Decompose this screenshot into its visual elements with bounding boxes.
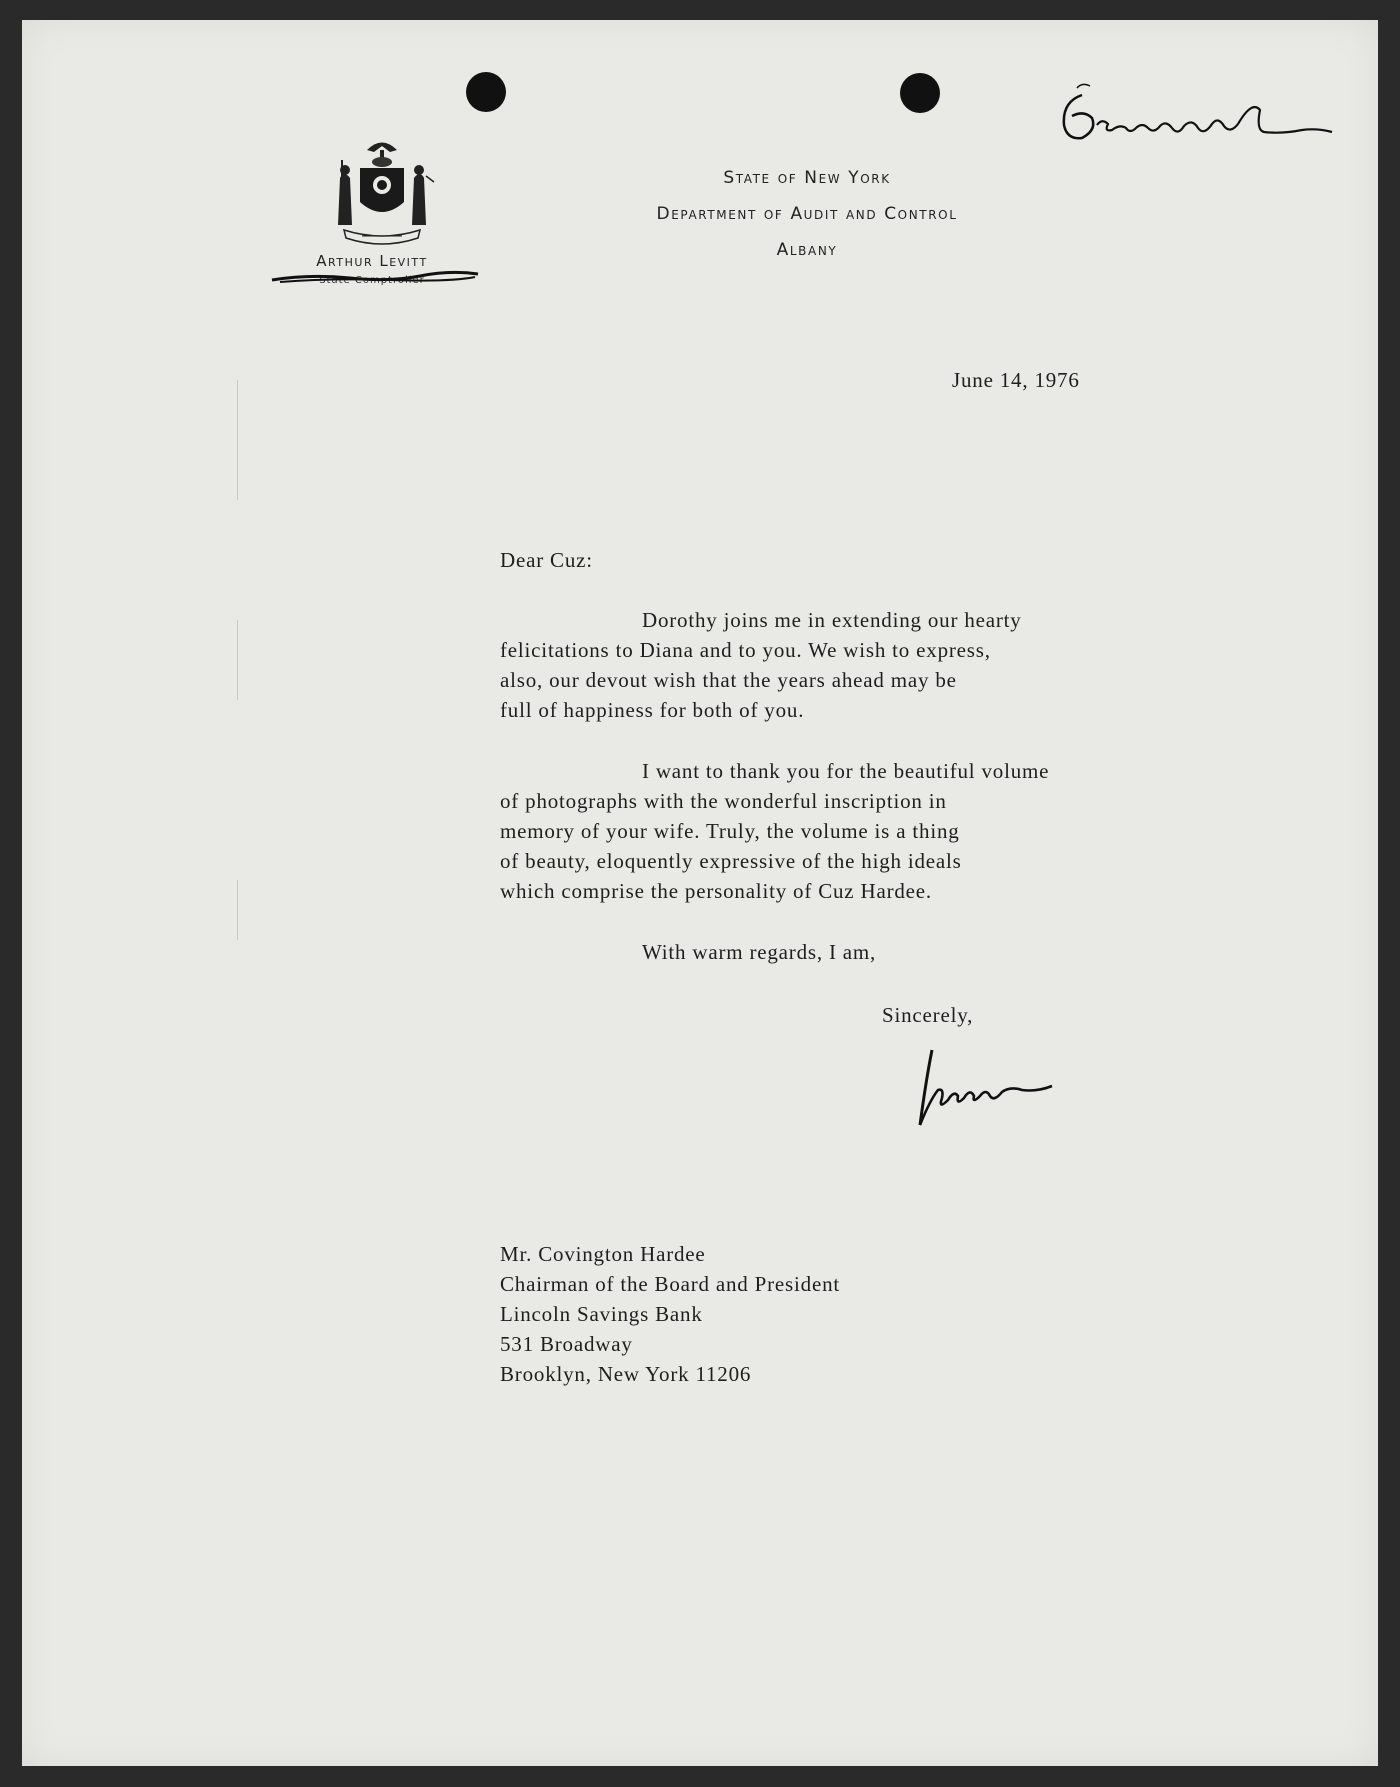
address-line: Brooklyn, New York 11206 bbox=[500, 1362, 752, 1386]
address-line: Chairman of the Board and President bbox=[500, 1272, 841, 1296]
sender-title: State Comptroller bbox=[319, 275, 425, 286]
recipient-address bbox=[500, 1242, 840, 1392]
paragraph-line: felicitations to Diana and to you. We wish to express, bbox=[500, 638, 991, 662]
margin-rule bbox=[237, 620, 238, 700]
letterhead-line: State of New York bbox=[723, 168, 891, 188]
address-line: Mr. Covington Hardee bbox=[500, 1242, 706, 1266]
handwritten-personal-note bbox=[1042, 80, 1342, 170]
paragraph-line: full of happiness for both of you. bbox=[500, 698, 805, 722]
paragraph-line: of photographs with the wonderful inscription in bbox=[500, 789, 947, 813]
letter-page bbox=[22, 20, 1378, 1766]
body-paragraph bbox=[500, 608, 1260, 728]
state-seal-icon bbox=[322, 130, 442, 260]
paragraph-line: also, our devout wish that the years ahead may be bbox=[500, 668, 957, 692]
paragraph-line: memory of your wife. Truly, the volume is a thing bbox=[500, 819, 960, 843]
strike-through-mark bbox=[270, 268, 480, 288]
paragraph-line: I want to thank you for the beautiful volume bbox=[642, 759, 1050, 783]
letter-date: June 14, 1976 bbox=[952, 368, 1080, 392]
sender-name: Arthur Levitt bbox=[316, 252, 428, 270]
salutation: Dear Cuz: bbox=[500, 548, 593, 572]
punch-hole-left bbox=[466, 72, 506, 112]
letterhead-line: Department of Audit and Control bbox=[656, 204, 958, 224]
paragraph-line: which comprise the personality of Cuz Hardee. bbox=[500, 879, 932, 903]
margin-rule bbox=[237, 380, 238, 500]
address-line: 531 Broadway bbox=[500, 1332, 633, 1356]
letterhead bbox=[562, 160, 1052, 268]
margin-rule bbox=[237, 880, 238, 940]
paragraph-line: of beauty, eloquently expressive of the high ideals bbox=[500, 849, 962, 873]
body-paragraph bbox=[500, 759, 1260, 909]
paragraph-line: Dorothy joins me in extending our hearty bbox=[642, 608, 1022, 632]
letterhead-line: Albany bbox=[776, 240, 838, 260]
sign-off: Sincerely, bbox=[882, 1003, 974, 1027]
address-line: Lincoln Savings Bank bbox=[500, 1302, 703, 1326]
handwritten-signature bbox=[902, 1040, 1062, 1140]
closing-line: With warm regards, I am, bbox=[642, 940, 877, 964]
punch-hole-right bbox=[900, 73, 940, 113]
